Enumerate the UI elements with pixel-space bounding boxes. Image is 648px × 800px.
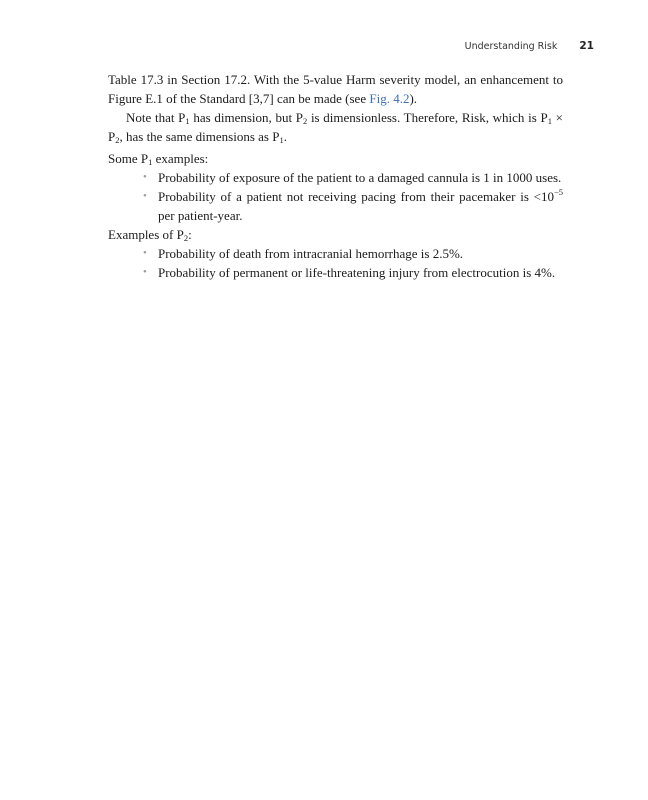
p2-examples-list: [108, 244, 563, 282]
paragraph-2-part-2: has dimension, but P: [189, 110, 303, 125]
subscript-1: 1: [185, 116, 190, 126]
list-item: [143, 168, 563, 187]
subscript-2: 2: [303, 116, 308, 126]
p2-heading-subscript: 2: [183, 233, 189, 243]
list-item-text: Probability of permanent or life-threatening injury from electrocution is 4%.: [158, 265, 556, 280]
bullet-icon: •: [143, 171, 147, 183]
running-head: [465, 40, 594, 52]
bullet-icon: •: [143, 247, 147, 259]
list-item-text: Probability of a patient not receiving pacing from their pacemaker is <10: [158, 189, 554, 204]
p2-heading-suffix: :: [188, 227, 192, 242]
paragraph-2-part-4: × P: [108, 110, 563, 144]
subscript-4: 2: [115, 135, 120, 145]
subscript-3: 1: [547, 116, 552, 126]
p2-examples-heading: [108, 225, 563, 244]
bullet-icon: •: [143, 266, 147, 278]
paragraph-1-text-end: ).: [409, 91, 418, 106]
p2-heading-text: Examples of P: [108, 227, 184, 242]
list-item: [143, 244, 563, 263]
paragraph-2-part-6: .: [283, 129, 287, 144]
list-item: [143, 263, 563, 282]
list-item-text: Probability of death from intracranial hemorrhage is 2.5%.: [158, 246, 464, 261]
paragraph-1: [108, 70, 563, 108]
p1-examples-heading: [108, 149, 563, 168]
paragraph-2-part-3: is dimensionless. Therefore, Risk, which is P: [307, 110, 548, 125]
paragraph-2-part-1: Note that P: [126, 110, 186, 125]
p1-examples-list: [108, 168, 563, 225]
bullet-icon: •: [143, 190, 147, 202]
p1-heading-suffix: examples:: [152, 151, 209, 166]
running-title: Understanding Risk: [464, 41, 558, 52]
exponent: −5: [553, 187, 563, 197]
figure-link[interactable]: Fig. 4.2: [369, 91, 410, 106]
p1-heading-subscript: 1: [148, 157, 153, 167]
paragraph-1-text-start: Table 17.3 in Section 17.2. With the 5-value Harm severity model, an enhancement to Figure E.1 of the Standard [3,7] can be made (see: [108, 72, 563, 106]
p1-heading-text: Some P: [108, 151, 149, 166]
list-item-text: Probability of exposure of the patient to a damaged cannula is 1 in 1000 uses.: [158, 170, 562, 185]
list-item: [143, 187, 563, 225]
page-body: [108, 70, 563, 282]
list-item-text-end: per patient-year.: [158, 208, 243, 223]
subscript-5: 1: [279, 135, 284, 145]
page-number: 21: [579, 40, 594, 52]
paragraph-2: [108, 108, 563, 146]
paragraph-2-part-5: , has the same dimensions as P: [119, 129, 280, 144]
